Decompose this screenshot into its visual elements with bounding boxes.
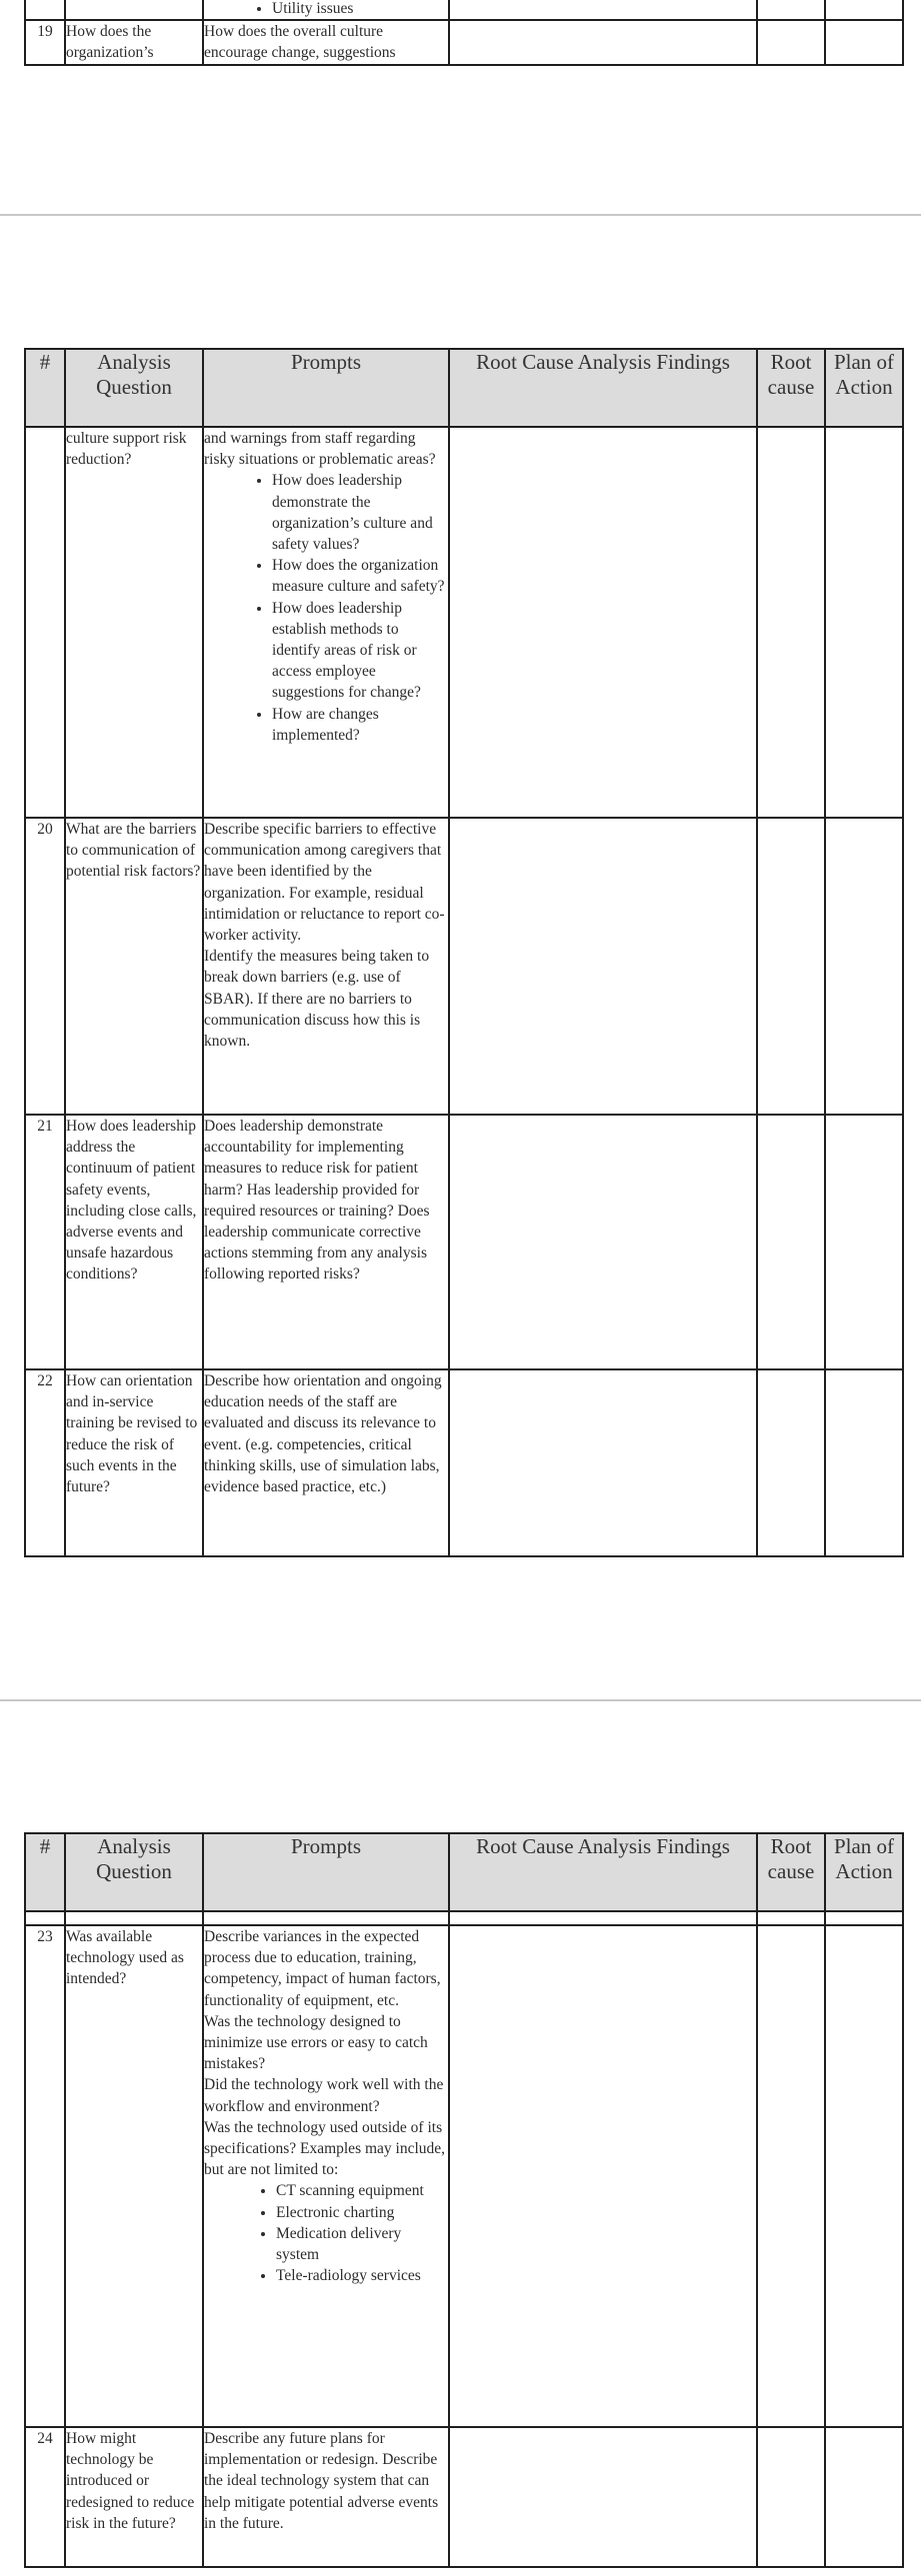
question-cell bbox=[65, 0, 203, 20]
col-header-num: # bbox=[25, 1833, 65, 1911]
plan-cell[interactable] bbox=[825, 427, 903, 818]
findings-cell[interactable] bbox=[449, 20, 757, 64]
prompt-bullet: • How are changes implemented? bbox=[272, 704, 448, 746]
table-row bbox=[25, 1911, 903, 1925]
root-cause-cell[interactable] bbox=[757, 1115, 825, 1369]
col-header-plan: Plan of Action bbox=[825, 349, 903, 427]
plan-cell[interactable] bbox=[825, 818, 903, 1115]
root-cause-cell[interactable] bbox=[757, 1911, 825, 1925]
prompt-bullet: • Electronic charting bbox=[276, 2202, 448, 2223]
page-break bbox=[0, 214, 921, 216]
root-cause-cell[interactable] bbox=[757, 0, 825, 20]
col-header-question: Analysis Question bbox=[65, 349, 203, 427]
plan-cell[interactable] bbox=[825, 1115, 903, 1369]
col-header-root-cause: Root cause bbox=[757, 349, 825, 427]
col-header-prompts: Prompts bbox=[203, 1833, 449, 1911]
table-row bbox=[25, 2427, 903, 2567]
root-cause-cell[interactable] bbox=[757, 818, 825, 1115]
plan-cell[interactable] bbox=[825, 2427, 903, 2567]
prompt-cell bbox=[203, 818, 449, 1115]
root-cause-cell[interactable] bbox=[757, 1369, 825, 1556]
findings-cell[interactable] bbox=[449, 818, 757, 1115]
col-header-findings: Root Cause Analysis Findings bbox=[449, 1833, 757, 1911]
col-header-plan: Plan of Action bbox=[825, 1833, 903, 1911]
analysis-question: How does the organization’s bbox=[65, 20, 203, 64]
row-number: 22 bbox=[25, 1369, 65, 1556]
table-row bbox=[25, 1925, 903, 2427]
row-number: 24 bbox=[25, 2427, 65, 2567]
col-header-question: Analysis Question bbox=[65, 1833, 203, 1911]
rca-table-page3 bbox=[24, 1832, 904, 2568]
rca-table-page2 bbox=[24, 348, 904, 1557]
findings-cell[interactable] bbox=[449, 427, 757, 818]
prompt-bullet: • Medication delivery system bbox=[276, 2223, 448, 2265]
table-header bbox=[25, 1833, 903, 1911]
rca-table-page1 bbox=[24, 0, 904, 66]
analysis-question: How can orientation and in-service training be revised to reduce the risk of such events in the future? bbox=[65, 1369, 203, 1556]
analysis-question: Was available technology used as intended? bbox=[65, 1925, 203, 2427]
prompt-text: Did the technology work well with the workflow and environment? bbox=[204, 2076, 444, 2115]
root-cause-cell[interactable] bbox=[757, 427, 825, 818]
row-number: 23 bbox=[25, 1925, 65, 2427]
prompt-text: Describe any future plans for implementation or redesign. Describe the ideal technology system that can help mitigate potential adverse events in the future. bbox=[203, 2427, 449, 2567]
plan-cell[interactable] bbox=[825, 1911, 903, 1925]
prompt-text: Describe variances in the expected process due to education, training, competency, impact of human factors, functionality of equipment, etc. bbox=[204, 1928, 441, 2009]
findings-cell[interactable] bbox=[449, 1925, 757, 2427]
prompt-bullet: • Tele-radiology services bbox=[276, 2265, 448, 2286]
analysis-question: How might technology be introduced or redesigned to reduce risk in the future? bbox=[65, 2427, 203, 2567]
prompt-text: and warnings from staff regarding risky situations or problematic areas? bbox=[204, 430, 436, 469]
findings-cell[interactable] bbox=[449, 1115, 757, 1369]
table-row bbox=[25, 1369, 903, 1556]
root-cause-cell[interactable] bbox=[757, 1925, 825, 2427]
prompt-bullet: • How does leadership demonstrate the organization’s culture and safety values? bbox=[272, 470, 448, 555]
analysis-question: culture support risk reduction? bbox=[65, 427, 203, 818]
num-cell bbox=[25, 1911, 65, 1925]
prompt-text: Identify the measures being taken to break down barriers (e.g. use of SBAR). If there are no barriers to communication discuss how this is known. bbox=[204, 948, 430, 1051]
page-break bbox=[0, 1699, 921, 1701]
findings-cell[interactable] bbox=[449, 1369, 757, 1556]
root-cause-cell[interactable] bbox=[757, 20, 825, 64]
table-row bbox=[25, 818, 903, 1115]
prompt-cell bbox=[203, 1911, 449, 1925]
findings-cell[interactable] bbox=[449, 2427, 757, 2567]
row-number: 19 bbox=[25, 20, 65, 64]
prompt-bullet-list bbox=[204, 2180, 448, 2286]
findings-cell[interactable] bbox=[449, 1911, 757, 1925]
plan-cell[interactable] bbox=[825, 20, 903, 64]
table-row bbox=[25, 1115, 903, 1369]
table-row bbox=[25, 0, 903, 20]
table-row bbox=[25, 20, 903, 64]
plan-cell[interactable] bbox=[825, 1369, 903, 1556]
num-cell bbox=[25, 0, 65, 20]
findings-cell[interactable] bbox=[449, 0, 757, 20]
prompt-text: Was the technology designed to minimize use errors or easy to catch mistakes? bbox=[204, 2012, 428, 2073]
question-cell bbox=[65, 1911, 203, 1925]
analysis-question: What are the barriers to communication of potential risk factors? bbox=[65, 818, 203, 1115]
root-cause-cell[interactable] bbox=[757, 2427, 825, 2567]
prompt-cell bbox=[203, 1925, 449, 2427]
row-number: 21 bbox=[25, 1115, 65, 1369]
prompt-text: Describe how orientation and ongoing education needs of the staff are evaluated and discuss its relevance to event. (e.g. competencies, critical thinking skills, use of simulation labs, evidence based practice, etc.) bbox=[203, 1369, 449, 1556]
col-header-root-cause: Root cause bbox=[757, 1833, 825, 1911]
prompt-cell bbox=[203, 427, 449, 818]
num-cell bbox=[25, 427, 65, 818]
analysis-question: How does leadership address the continuum of patient safety events, including close calls, adverse events and unsafe hazardous conditions? bbox=[65, 1115, 203, 1369]
prompt-bullet: • Utility issues bbox=[272, 0, 448, 19]
prompt-bullet: • CT scanning equipment bbox=[276, 2180, 448, 2201]
col-header-findings: Root Cause Analysis Findings bbox=[449, 349, 757, 427]
prompt-bullet: • How does leadership establish methods to identify areas of risk or access employee suggestions for change? bbox=[272, 598, 448, 704]
table-row bbox=[25, 427, 903, 818]
plan-cell[interactable] bbox=[825, 1925, 903, 2427]
col-header-num: # bbox=[25, 349, 65, 427]
row-number: 20 bbox=[25, 818, 65, 1115]
prompt-bullet: • How does the organization measure culture and safety? bbox=[272, 555, 448, 597]
plan-cell[interactable] bbox=[825, 0, 903, 20]
col-header-prompts: Prompts bbox=[203, 349, 449, 427]
prompt-text: Does leadership demonstrate accountability for implementing measures to reduce risk for patient harm? Has leadership provided for required resources or training? Does leadership communicate corrective actions stemming from any analysis following reported risks? bbox=[203, 1115, 449, 1369]
prompt-text: How does the overall culture encourage change, suggestions bbox=[203, 20, 449, 64]
table-header bbox=[25, 349, 903, 427]
prompt-cell bbox=[203, 0, 449, 20]
prompt-text: Was the technology used outside of its specifications? Examples may include, but are not limited to: bbox=[204, 2118, 446, 2179]
prompt-text: Describe specific barriers to effective communication among caregivers that have been identified by the organization. For example, residual intimidation or reluctance to report co-worker activity. bbox=[204, 821, 445, 945]
prompt-bullet-list bbox=[204, 470, 448, 746]
